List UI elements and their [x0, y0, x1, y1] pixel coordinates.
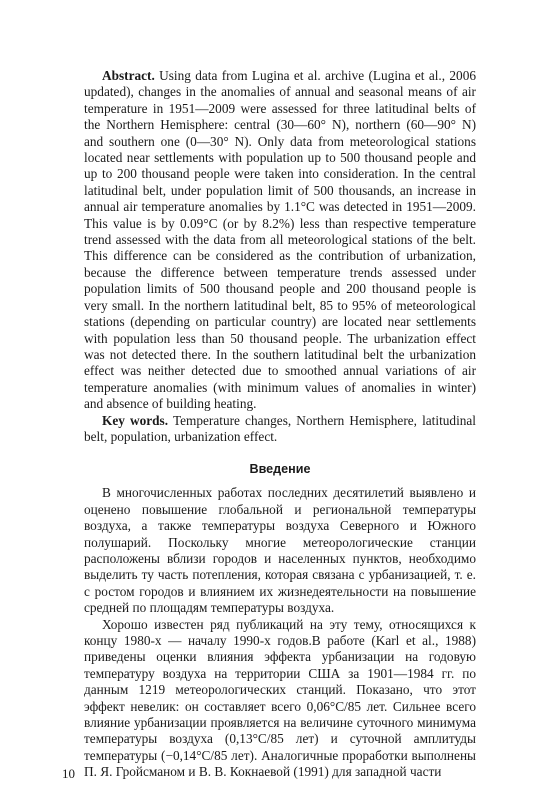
keywords-lead: Key words. [102, 412, 169, 428]
page-content [84, 68, 476, 781]
intro-paragraph: Хорошо известен ряд публикаций на эту тему, относящихся к концу 1980-х — началу 1990-х годов.В работе (Karl et al., 1988) приведены оценки влияния эффекта урбанизации на годовую температуру воздуха на территории США за 1901—1984 гг. по данным 1219 метеорологических станций. Показано, что этот эффект невелик: он составляет всего 0,06°С/85 лет. Сильнее всего влияние урбанизации проявляется на величине суточного минимума температуры воздуха (0,13°С/85 лет) и суточной амплитуды температуры (−0,14°С/85 лет). Аналогичные проработки выполнены П. Я. Гройсманом и В. В. Кокнаевой (1991) для западной части [84, 616, 476, 780]
intro-paragraph: В многочисленных работах последних десятилетий выявлено и оценено повышение глобальной и региональной температуры воздуха, а также температуры воздуха Северного и Южного полушарий. Поскольку многие метеорологические станции расположены вблизи городов и населенных пунктов, необходимо выделить ту часть потепления, которая связана с урбанизацией, т. е. с ростом городов и влиянием их жизнедеятельности на повышение средней по площадям температуры воздуха. [84, 485, 476, 616]
keywords-paragraph [84, 413, 476, 446]
keywords-text: Temperature changes, Northern Hemisphere, latitudinal belt, population, urbanization effect. [84, 412, 477, 444]
abstract-paragraph [84, 68, 476, 413]
section-spacer [84, 445, 476, 461]
section-heading: Введение [249, 462, 311, 477]
abstract-lead: Abstract. [102, 68, 155, 83]
abstract-text: Using data from Lugina et al. archive (Lugina et al., 2006 updated), changes in the anomalies of annual and seasonal means of air temperature in 1951—2009 were assessed for three latitudinal belts of the Northern Hemisphere: central (30—60° N), northern (60—90° N) and southern one (0—30° N). Only data from meteorological stations located near settlements with population up to 500 thousand people and up to 200 thousand people were taken into consideration. In the central latitudinal belt, under population limit of 500 thousands, an increase in annual air temperature anomalies by 1.1°C was detected in 1951—2009. This value is by 0.09°C (or by 8.2%) less than respective temperature trend assessed with the data from all meteorological stations of the belt. This difference can be considered as the contribution of urbanization, because the difference between temperature trends assessed under population limits of 500 thousand people and 200 thousand people is very small. In the northern latitudinal belt, 85 to 95% of meteorological stations (depending on particular country) are located near settlements with population less than 50 thousand people. The urbanization effect was not detected there. In the southern latitudinal belt the urbanization effect was neither detected due to smoothed annual variations of air temperature anomalies (with minimum values of anomalies in winter) and absence of building heating. [84, 68, 476, 412]
page-number: 10 [62, 766, 75, 781]
